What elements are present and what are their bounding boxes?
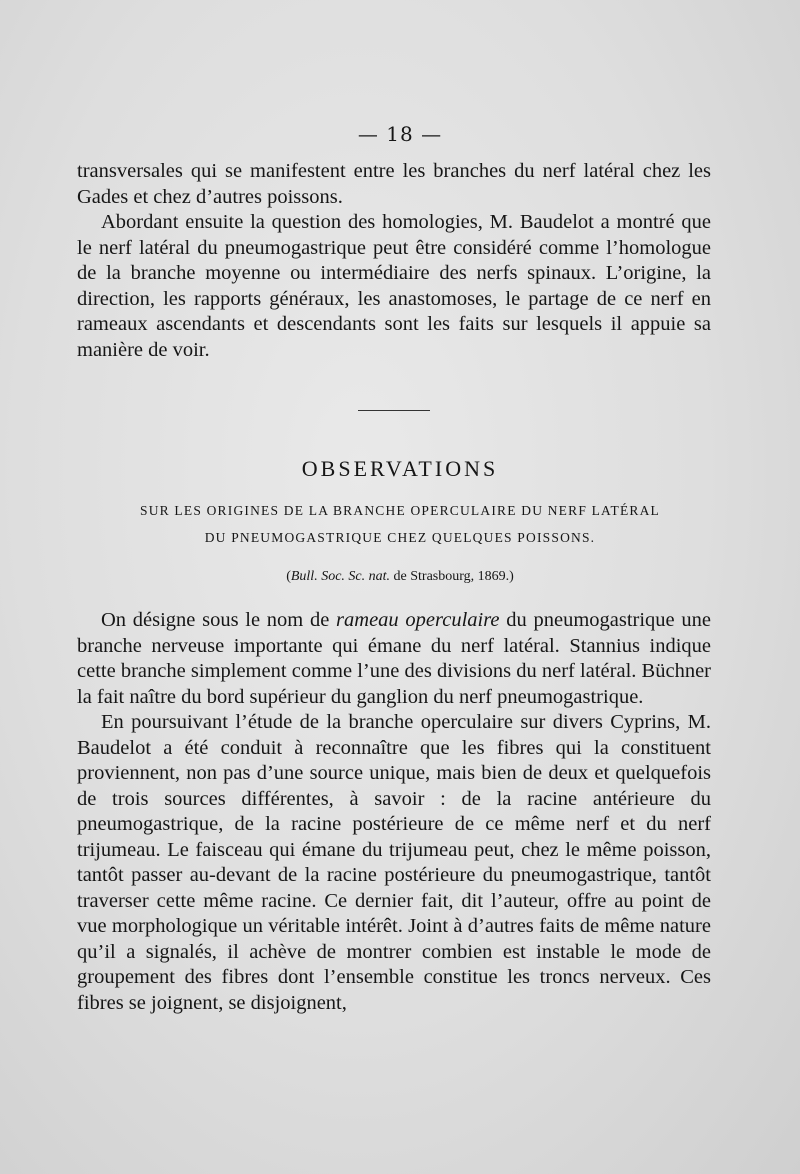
citation-journal: Bull. Soc. Sc. nat. [290,569,391,584]
citation [0,569,800,585]
section-divider [358,410,430,411]
body-paragraph-2: En poursuivant l’étude de la branche operculaire sur divers Cyprins, M. Baudelot a été conduit à reconnaître que les fibres qui la constituent proviennent, non pas d’une source unique, mais bien de deux et quelquefois de trois sources différentes, à savoir : de la racine antérieure du pneumogastrique, de la racine postérieure de ce même nerf et du nerf trijumeau. Le faisceau qui émane du trijumeau peut, chez le même poisson, tantôt passer au-devant de la racine postérieure du pneumogastrique, tantôt traverser cette même racine. Ce dernier fait, dit l’auteur, offre au point de vue morphologique un véritable intérêt. Joint à d’autres faits de même nature qu’il a signalés, il achève de montrer combien est instable le mode de groupement des fibres dont l’ensemble constitue les troncs nerveux. Ces fibres se joignent, se disjoignent, [77,711,711,1014]
section-title: OBSERVATIONS [301,456,499,481]
section-subtitle-line-1: SUR LES ORIGINES DE LA BRANCHE OPERCULAIRE DU NERF LATÉRAL [140,503,660,518]
page-number: — 18 — [357,122,443,146]
citation-open: ( [286,569,291,584]
body-p1-before: On désigne sous le nom de [101,609,337,631]
body-p1-after: du pneumogastrique une branche nerveuse importante qui émane du nerf latéral. Stannius indique cette branche simplement comme l’une des divisions du nerf latéral. Büchner la fait naître du bord supérieur du ganglion du nerf pneumogastrique. [77,609,711,708]
intro-paragraph-2: Abordant ensuite la question des homologies, M. Baudelot a montré que le nerf latéral du pneumogastrique peut être considéré comme l’homologue de la branche moyenne ou intermédiaire des nerfs spinaux. L’origine, la direction, les rapports généraux, les anastomoses, le partage de ce nerf en rameaux ascendants et descendants sont les faits sur lesquels il appuie sa manière de voir. [77,211,711,361]
body-paragraph-1 [77,608,711,710]
intro-text [77,159,711,363]
section-subtitle-line-2: DU PNEUMOGASTRIQUE CHEZ QUELQUES POISSONS. [204,530,596,545]
intro-paragraph-1: transversales qui se manifestent entre les branches du nerf latéral chez les Gades et chez d’autres poissons. [77,160,711,208]
body-p1-italic: rameau operculaire [336,609,500,631]
body-text [77,608,711,1016]
citation-rest: de Strasbourg, 1869.) [390,569,514,584]
